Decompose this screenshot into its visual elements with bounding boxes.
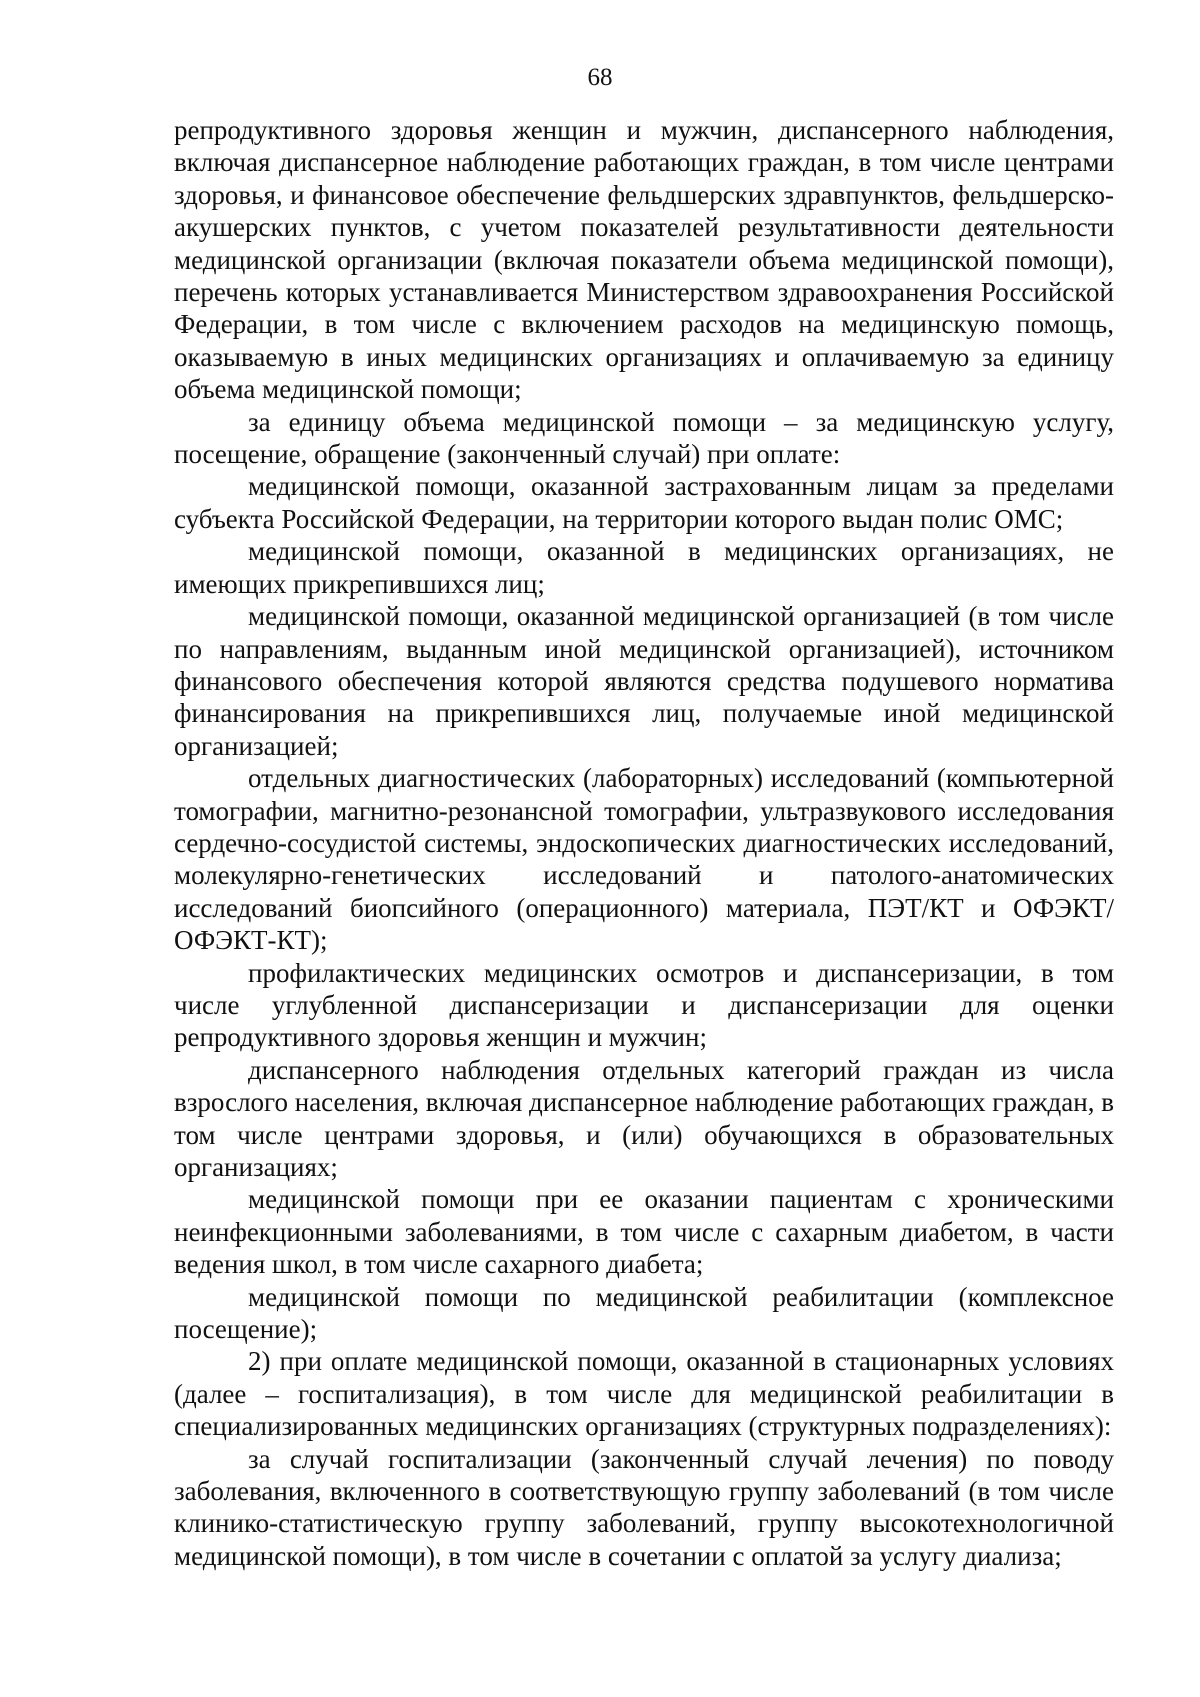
paragraph: диспансерного наблюдения отдельных категорий граждан из числа взрослого населения, включая диспансерное наблюдение работающих граждан, в том числе центрами здоровья, и (или) обучающихся в образовательных организациях;: [174, 1054, 1114, 1182]
paragraph: медицинской помощи, оказанной медицинской организацией (в том числе по направлениям, выданным иной медицинской организацией), источником финансового обеспечения которой являются средства подушевого норматива финансирования на прикрепившихся лиц, получаемые иной медицинской организацией;: [174, 601, 1114, 761]
paragraph: медицинской помощи при ее оказании пациентам с хроническими неинфекционными заболеваниями, в том числе с сахарным диабетом, в части ведения школ, в том числе сахарного диабета;: [174, 1184, 1114, 1280]
paragraph: профилактических медицинских осмотров и диспансеризации, в том числе углубленной диспансеризации и диспансеризации для оценки репродуктивного здоровья женщин и мужчин;: [174, 957, 1114, 1053]
paragraph-numbered-item: 2) при оплате медицинской помощи, оказанной в стационарных условиях (далее – госпитализация), в том числе для медицинской реабилитации в специализированных медицинских организациях (структурных подразделениях):: [174, 1346, 1114, 1442]
paragraph: медицинской помощи по медицинской реабилитации (комплексное посещение);: [174, 1281, 1114, 1345]
paragraph: отдельных диагностических (лабораторных) исследований (компьютерной томографии, магнитно-резонансной томографии, ультразвукового исследования сердечно-сосудистой системы, эндоскопических диагностических исследований, молекулярно-генетических исследований и патолого-анатомических исследований биопсийного (операционного) материала, ПЭТ/КТ и ОФЭКТ/ОФЭКТ-КТ);: [174, 763, 1114, 956]
paragraph-continuation: репродуктивного здоровья женщин и мужчин, диспансерного наблюдения, включая диспансерное наблюдение работающих граждан, в том числе центрами здоровья, и финансовое обеспечение фельдшерских здравпунктов, фельдшерско-акушерских пунктов, с учетом показателей результативности деятельности медицинской организации (включая показатели объема медицинской помощи), перечень которых устанавливается Министерством здравоохранения Российской Федерации, в том числе с включением расходов на медицинскую помощь, оказываемую в иных медицинских организациях и оплачиваемую за единицу объема медицинской помощи;: [174, 115, 1114, 405]
page-number: 68: [587, 64, 613, 91]
paragraph: медицинской помощи, оказанной в медицинских организациях, не имеющих прикрепившихся лиц;: [174, 536, 1114, 599]
paragraph: за случай госпитализации (законченный случай лечения) по поводу заболевания, включенного в соответствующую группу заболеваний (в том числе клинико-статистическую группу заболеваний, группу высокотехнологичной медицинской помощи), в том числе в сочетании с оплатой за услугу диализа;: [174, 1443, 1114, 1571]
paragraph: за единицу объема медицинской помощи – за медицинскую услугу, посещение, обращение (законченный случай) при оплате:: [174, 406, 1114, 470]
paragraph: медицинской помощи, оказанной застрахованным лицам за пределами субъекта Российской Федерации, на территории которого выдан полис ОМС;: [174, 471, 1114, 534]
document-body: [174, 114, 1114, 1572]
